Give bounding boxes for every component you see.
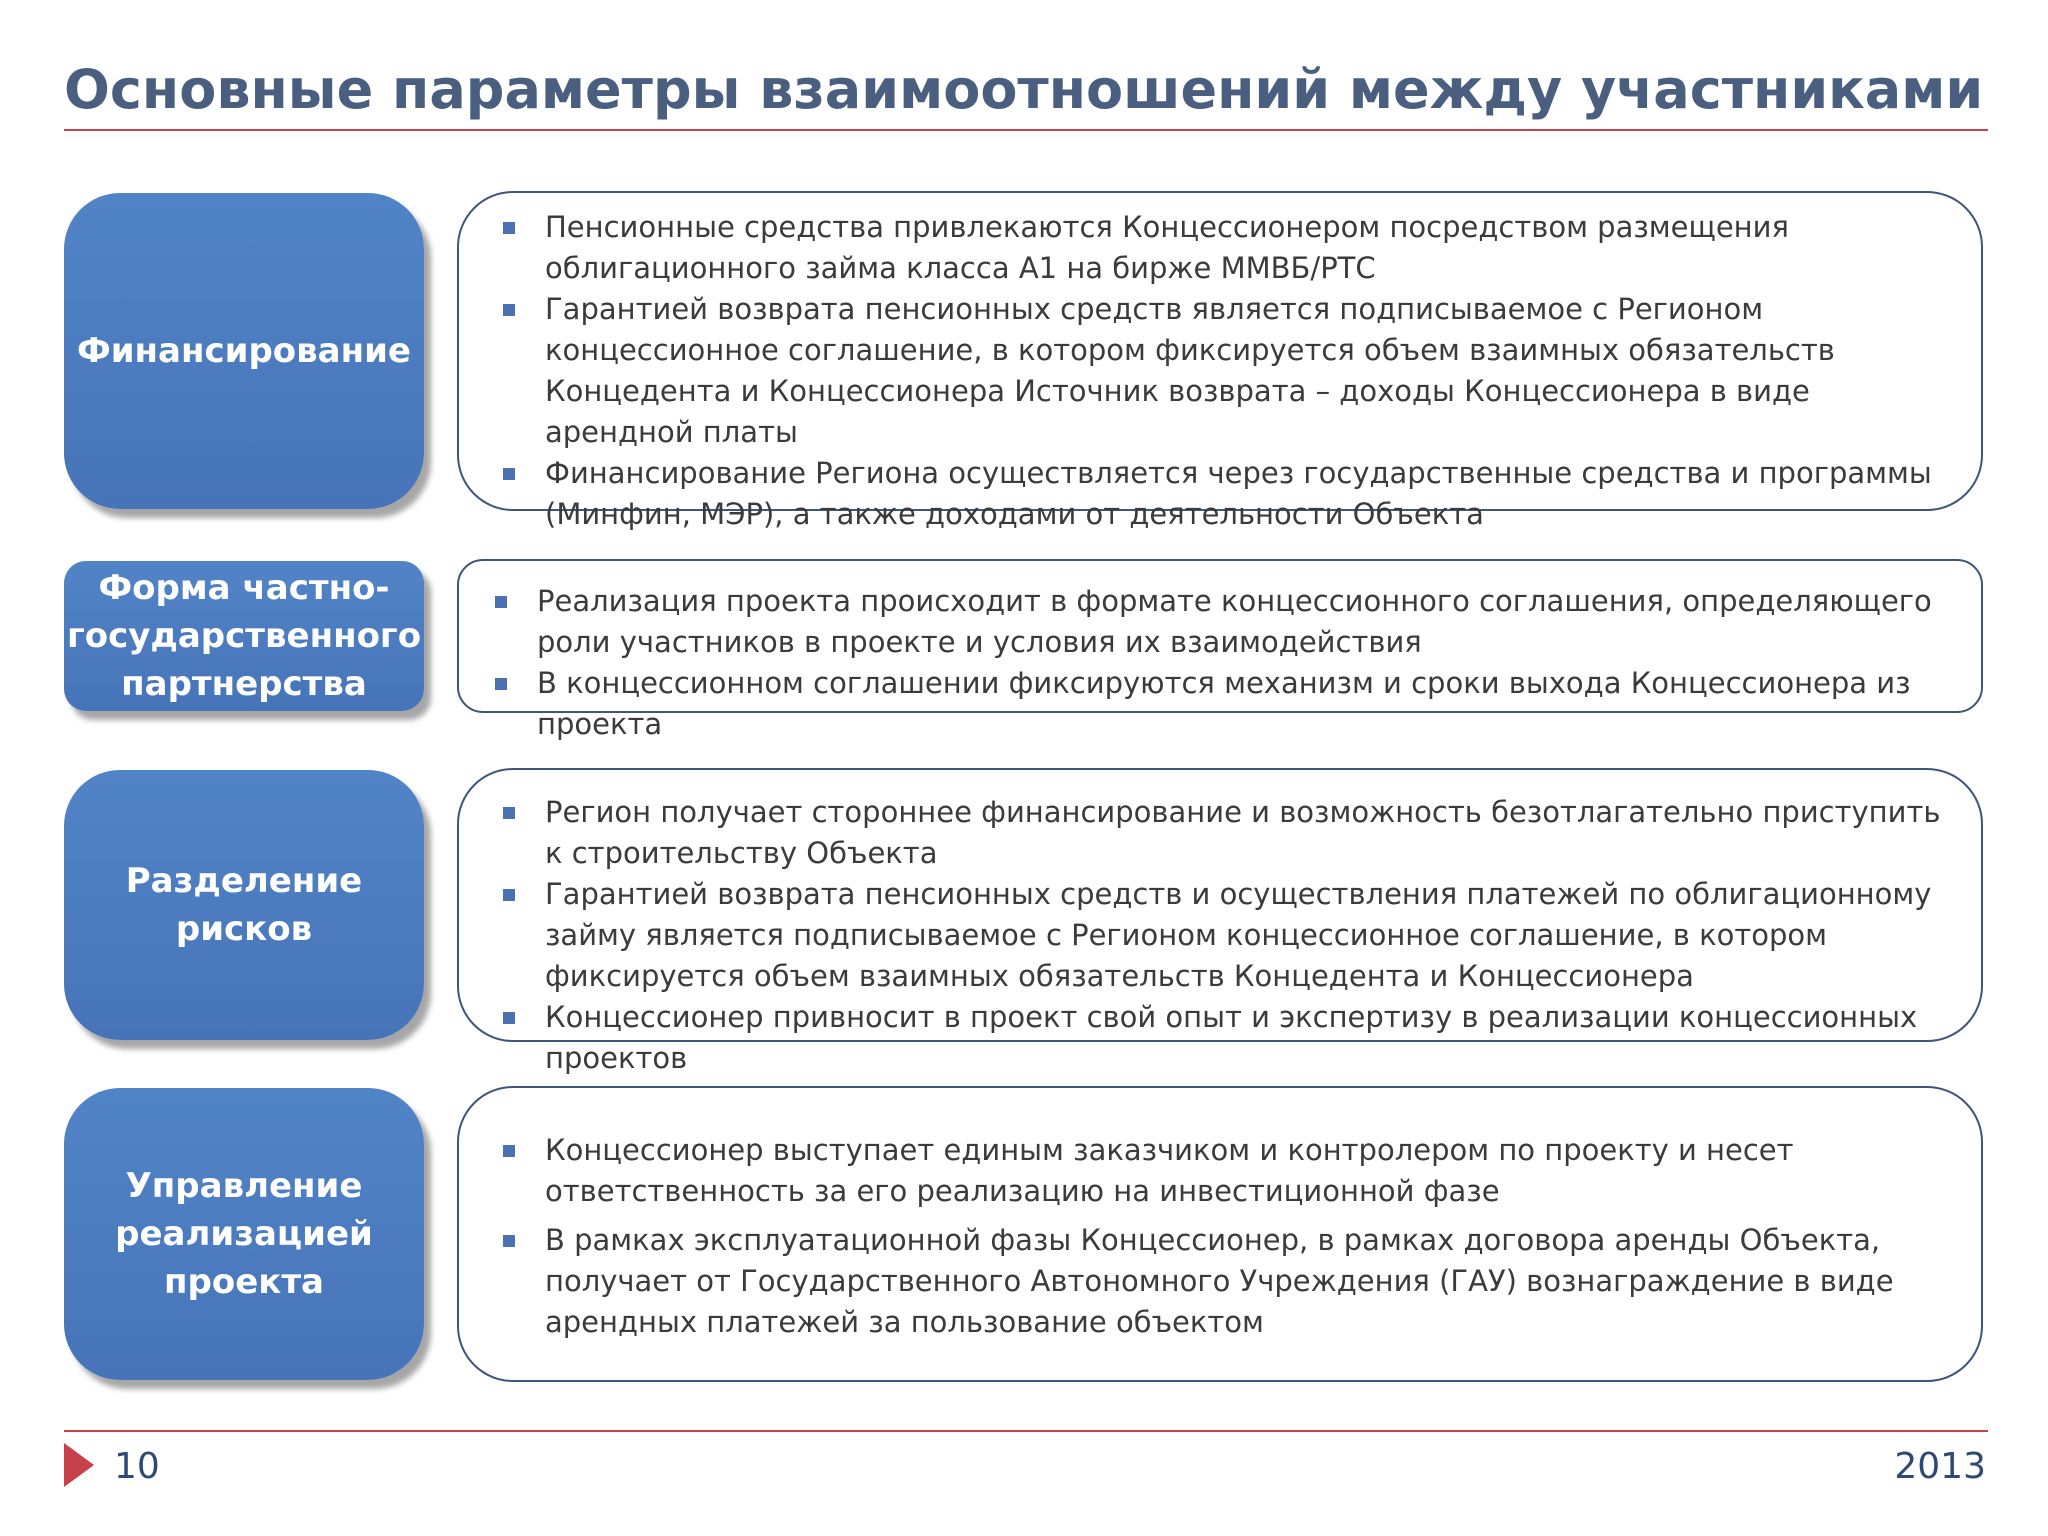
section-label-financing xyxy=(64,193,424,509)
bullet-square-icon xyxy=(503,889,515,901)
list-item xyxy=(481,792,1961,874)
bullet-text: Финансирование Региона осуществляется через государственные средства и программы (Минфин, МЭР), а также доходами от деятельности Объекта xyxy=(545,456,1932,531)
bullet-square-icon xyxy=(503,304,515,316)
bullet-text: Концессионер привносит в проект свой опыт и экспертизу в реализации концессионных проектов xyxy=(545,1000,1918,1075)
section-content-financing xyxy=(457,191,1983,531)
section-label-ppp-form xyxy=(64,561,424,711)
bullet-list xyxy=(473,581,1961,745)
bullet-square-icon xyxy=(495,596,507,608)
play-arrow-icon xyxy=(64,1443,94,1487)
list-item xyxy=(481,997,1961,1079)
list-item xyxy=(481,207,1961,289)
list-item xyxy=(481,874,1961,997)
section-label-text: Разделение рисков xyxy=(125,861,363,949)
bullet-square-icon xyxy=(495,678,507,690)
list-item xyxy=(473,581,1961,663)
bullet-square-icon xyxy=(503,807,515,819)
list-item xyxy=(481,453,1961,535)
bullet-text: В концессионном соглашении фиксируются механизм и сроки выхода Концессионера из проекта xyxy=(537,666,1911,741)
page-title: Основные параметры взаимоотношений между участниками xyxy=(64,58,1984,121)
bullet-list xyxy=(481,1130,1961,1343)
section-content-project-management xyxy=(457,1086,1983,1382)
bullet-text: Концессионер выступает единым заказчиком и контролером по проекту и несет ответственность за его реализацию на инвестиционной фазе xyxy=(545,1133,1794,1208)
bullet-square-icon xyxy=(503,1145,515,1157)
section-label-text: Управление реализацией проекта xyxy=(115,1166,373,1302)
bullet-list xyxy=(481,792,1961,1079)
bullet-list xyxy=(481,207,1961,535)
bullet-text: Пенсионные средства привлекаются Концессионером посредством размещения облигационного займа класса А1 на бирже ММВБ/РТС xyxy=(545,210,1789,285)
list-item xyxy=(473,663,1961,745)
list-item xyxy=(481,289,1961,453)
bullet-text: Гарантией возврата пенсионных средств является подписываемое с Регионом концессионное соглашение, в котором фиксируется объем взаимных обязательств Концедента и Концессионера Источник возврата – доходы Концессионера в виде арендной платы xyxy=(545,292,1835,449)
list-item xyxy=(481,1130,1961,1212)
bullet-text: Реализация проекта происходит в формате концессионного соглашения, определяющего роли участников в проекте и условия их взаимодействия xyxy=(537,584,1932,659)
section-content-risk-sharing xyxy=(457,768,1983,1075)
bullet-text: Гарантией возврата пенсионных средств и осуществления платежей по облигационному займу является подписываемое с Регионом концессионное соглашение, в котором фиксируется объем взаимных обязательств Концедента и Концессионера xyxy=(545,877,1932,993)
page-number: 10 xyxy=(114,1446,160,1487)
title-divider xyxy=(64,129,1988,131)
bullet-text: Регион получает стороннее финансирование и возможность безотлагательно приступить к строительству Объекта xyxy=(545,795,1941,870)
section-label-text: Финансирование xyxy=(77,331,411,371)
bullet-square-icon xyxy=(503,468,515,480)
section-label-text: Форма частно-государственного партнерства xyxy=(66,568,422,704)
footer-year: 2013 xyxy=(1894,1446,1986,1487)
bullet-square-icon xyxy=(503,222,515,234)
section-content-ppp-form xyxy=(457,559,1983,741)
bullet-text: В рамках эксплуатационной фазы Концессионер, в рамках договора аренды Объекта, получает от Государственного Автономного Учреждения (ГАУ) вознаграждение в виде арендных платежей за пользование объектом xyxy=(545,1223,1894,1339)
footer-divider xyxy=(64,1430,1988,1432)
bullet-square-icon xyxy=(503,1012,515,1024)
section-label-project-management xyxy=(64,1088,424,1380)
section-label-risk-sharing xyxy=(64,770,424,1040)
bullet-square-icon xyxy=(503,1235,515,1247)
list-item xyxy=(481,1220,1961,1343)
